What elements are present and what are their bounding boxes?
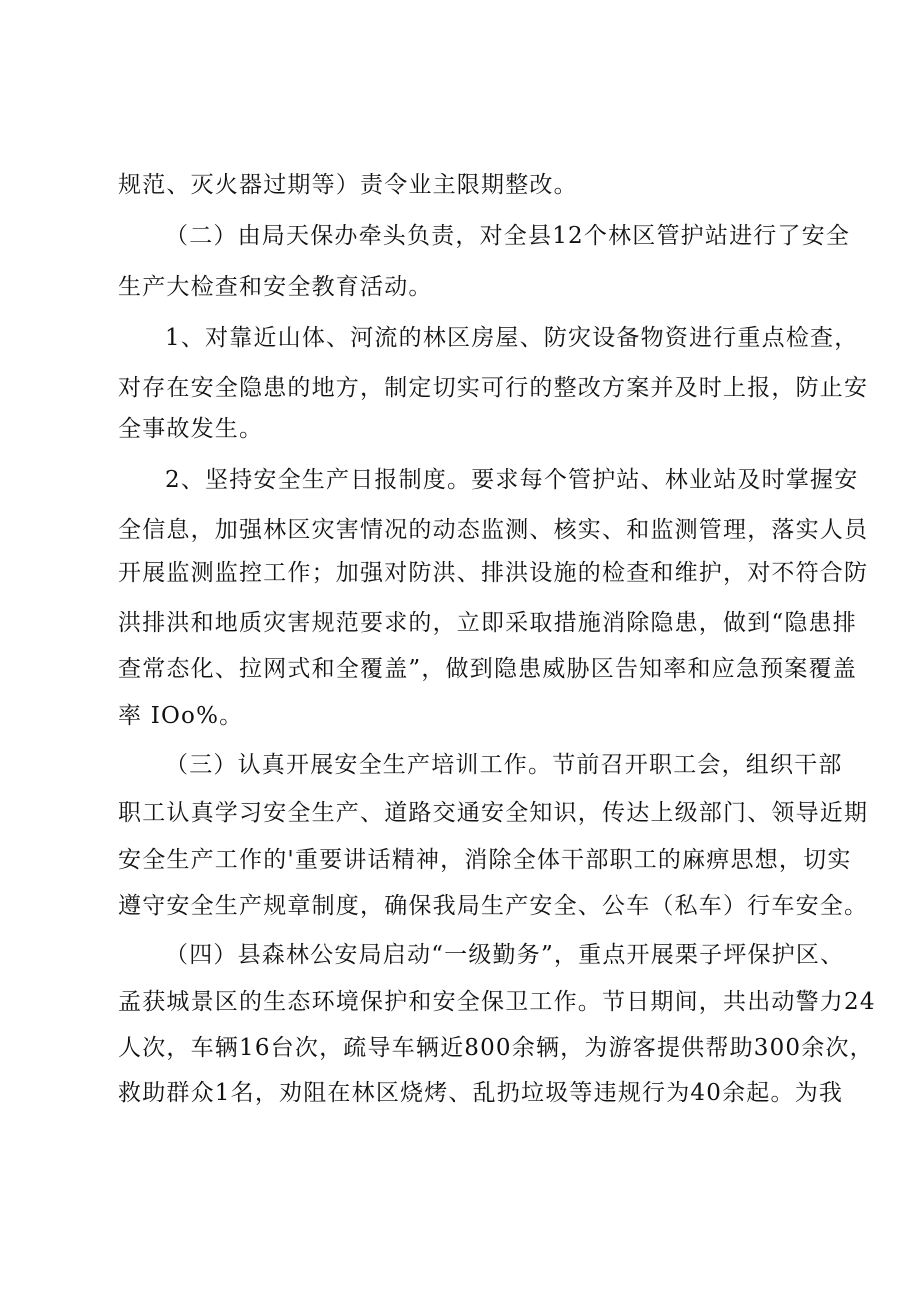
text-line: 规范、灭火器过期等）责令业主限期整改。 xyxy=(118,172,578,198)
text-line: 救助群众1名，劝阻在林区烧烤、乱扔垃圾等违规行为40余起。为我 xyxy=(118,1080,844,1106)
text-line: 全事故发生。 xyxy=(118,416,264,442)
paragraph-start-line: 1、对靠近山体、河流的林区房屋、防灾设备物资进行重点检查， xyxy=(165,325,859,351)
text-line: 全信息，加强林区灾害情况的动态监测、核实、和监测管理，落实人员 xyxy=(118,517,869,543)
text-line: 查常态化、拉网式和全覆盖”，做到隐患威胁区告知率和应急预案覆盖 xyxy=(118,656,857,682)
text-line: 对存在安全隐患的地方，制定切实可行的整改方案并及时上报，防止安 xyxy=(118,375,869,401)
text-line: 职工认真学习安全生产、道路交通安全知识，传达上级部门、领导近期 xyxy=(118,800,869,826)
paragraph-start-line: 2、坚持安全生产日报制度。要求每个管护站、林业站及时掌握安 xyxy=(165,467,859,493)
text-line: 生产大检查和安全教育活动。 xyxy=(118,274,433,300)
text-line: 洪排洪和地质灾害规范要求的，立即采取措施消除隐患，做到“隐患排 xyxy=(118,610,857,636)
text-line: 人次，车辆16台次，疏导车辆近800余辆，为游客提供帮助300余次， xyxy=(118,1035,874,1061)
paragraph-start-line: （二）由局天保办牵头负责，对全县12个林区管护站进行了安全 xyxy=(165,223,851,249)
paragraph-start-line: （三）认真开展安全生产培训工作。节前召开职工会，组织干部 xyxy=(165,752,843,778)
text-line: 安全生产工作的'重要讲话精神，消除全体干部职工的麻痹思想，切实 xyxy=(118,847,852,873)
text-line: 孟获城景区的生态环境保护和安全保卫工作。节日期间，共出动警力24 xyxy=(118,989,876,1015)
text-line: 开展监测监控工作；加强对防洪、排洪设施的检查和维护，对不符合防 xyxy=(118,560,869,586)
text-line: 率 IOo%。 xyxy=(118,703,244,729)
paragraph-start-line: （四）县森林公安局启动“一级勤务”，重点开展栗子坪保护区、 xyxy=(165,942,845,968)
text-line: 遵守安全生产规章制度，确保我局生产安全、公车（私车）行车安全。 xyxy=(118,893,869,919)
